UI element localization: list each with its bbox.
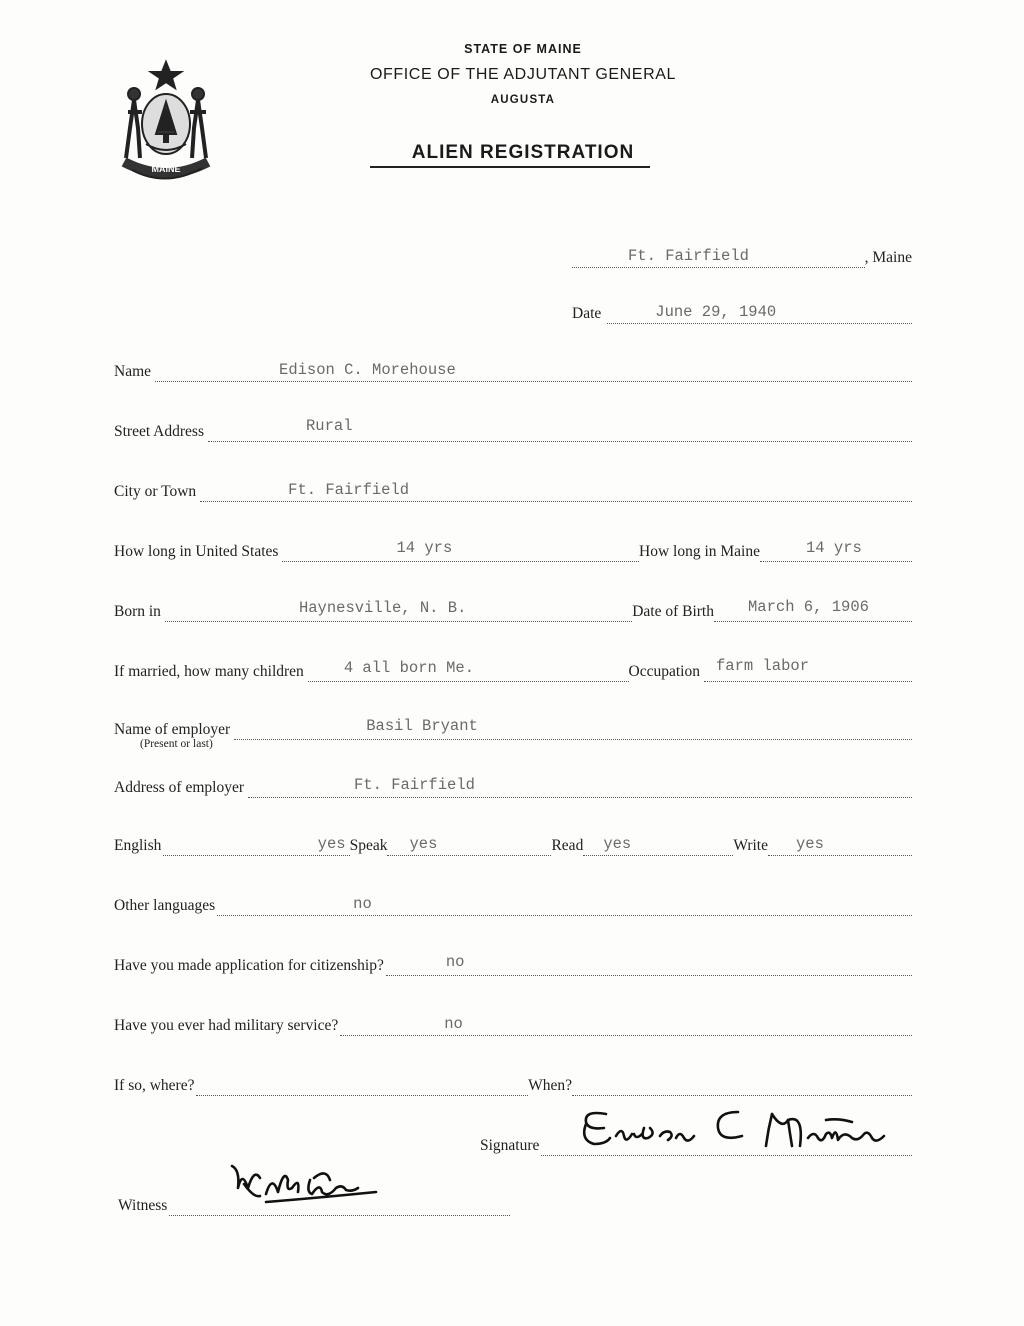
dob-label: Date of Birth bbox=[632, 603, 714, 620]
dob-value: March 6, 1906 bbox=[748, 598, 869, 616]
header-city: AUGUSTA bbox=[490, 94, 556, 106]
other-languages-row bbox=[114, 888, 912, 916]
date-value: June 29, 1940 bbox=[655, 303, 777, 321]
form-title: ALIEN REGISTRATION bbox=[411, 142, 635, 163]
employer-row bbox=[114, 712, 912, 740]
witness-label: Witness bbox=[118, 1197, 168, 1214]
name-label: Name bbox=[114, 363, 152, 380]
employer-label: Name of employer bbox=[114, 721, 231, 738]
when-label: When? bbox=[528, 1077, 572, 1094]
date-field[interactable] bbox=[607, 301, 912, 324]
maine-field[interactable] bbox=[760, 539, 912, 562]
employer-address-value: Ft. Fairfield bbox=[354, 776, 475, 794]
employer-address-row bbox=[114, 770, 912, 798]
employer-value: Basil Bryant bbox=[366, 717, 478, 735]
city-label: City or Town bbox=[114, 483, 197, 500]
name-value: Edison C. Morehouse bbox=[279, 361, 456, 379]
city-value: Ft. Fairfield bbox=[288, 481, 410, 499]
applicant-signature bbox=[576, 1100, 906, 1156]
employer-address-field[interactable] bbox=[248, 775, 912, 798]
read-label: Read bbox=[551, 837, 584, 854]
write-field[interactable] bbox=[768, 833, 912, 856]
employer-address-label: Address of employer bbox=[114, 779, 244, 796]
place-suffix: , Maine bbox=[864, 249, 912, 266]
citizenship-row bbox=[114, 948, 912, 976]
other-languages-field[interactable] bbox=[217, 893, 912, 916]
us-label: How long in United States bbox=[114, 543, 279, 560]
military-field[interactable] bbox=[340, 1013, 912, 1036]
occupation-label: Occupation bbox=[628, 663, 700, 680]
street-field[interactable] bbox=[208, 419, 912, 442]
english-row bbox=[114, 828, 912, 856]
place-row bbox=[572, 240, 912, 268]
military-row bbox=[114, 1008, 912, 1036]
read-value: yes bbox=[603, 835, 632, 853]
occupation-value: farm labor bbox=[716, 657, 810, 675]
military-value: no bbox=[444, 1015, 463, 1033]
city-field[interactable] bbox=[200, 479, 912, 502]
english-value: yes bbox=[317, 835, 346, 853]
citizenship-field[interactable] bbox=[386, 953, 912, 976]
signature-label: Signature bbox=[480, 1137, 540, 1154]
street-label: Street Address bbox=[114, 423, 204, 440]
street-value: Rural bbox=[305, 417, 353, 435]
where-when-row bbox=[114, 1068, 912, 1096]
family-row bbox=[114, 654, 912, 682]
occupation-field[interactable] bbox=[704, 659, 912, 682]
city-row bbox=[114, 474, 912, 502]
write-value: yes bbox=[796, 835, 824, 853]
maine-value: 14 yrs bbox=[806, 539, 862, 557]
street-row bbox=[114, 414, 912, 442]
citizenship-value: no bbox=[445, 953, 465, 971]
write-label: Write bbox=[733, 837, 768, 854]
read-field[interactable] bbox=[583, 833, 733, 856]
place-value: Ft. Fairfield bbox=[628, 247, 749, 265]
other-languages-value: no bbox=[353, 895, 372, 913]
children-value: 4 all born Me. bbox=[343, 659, 475, 677]
employer-sublabel: (Present or last) bbox=[140, 738, 213, 750]
where-label: If so, where? bbox=[114, 1077, 195, 1094]
date-label: Date bbox=[572, 305, 602, 322]
born-label: Born in bbox=[114, 603, 161, 620]
name-field[interactable] bbox=[155, 359, 912, 382]
us-value: 14 yrs bbox=[396, 539, 453, 557]
us-field[interactable] bbox=[282, 539, 639, 562]
header-state: STATE OF MAINE bbox=[464, 42, 582, 56]
english-label: English bbox=[114, 837, 162, 854]
other-languages-label: Other languages bbox=[114, 897, 216, 914]
children-label: If married, how many children bbox=[114, 663, 304, 680]
when-field[interactable] bbox=[572, 1073, 912, 1096]
speak-field[interactable] bbox=[387, 833, 551, 856]
where-field[interactable] bbox=[196, 1073, 528, 1096]
header-office: OFFICE OF THE ADJUTANT GENERAL bbox=[369, 66, 677, 83]
military-label: Have you ever had military service? bbox=[114, 1017, 339, 1034]
speak-value: yes bbox=[409, 835, 438, 853]
children-field[interactable] bbox=[308, 659, 629, 682]
dob-field[interactable] bbox=[714, 599, 912, 622]
place-field[interactable] bbox=[572, 245, 865, 268]
speak-label: Speak bbox=[349, 837, 388, 854]
birth-row bbox=[114, 594, 912, 622]
residence-row bbox=[114, 534, 912, 562]
date-row bbox=[572, 296, 912, 324]
citizenship-label: Have you made application for citizenship? bbox=[114, 957, 384, 974]
born-value: Haynesville, N. B. bbox=[298, 599, 467, 617]
seal-motto: MAINE bbox=[151, 164, 181, 174]
born-field[interactable] bbox=[165, 599, 632, 622]
english-field[interactable] bbox=[163, 833, 349, 856]
witness-signature bbox=[226, 1158, 386, 1218]
employer-field[interactable] bbox=[234, 717, 912, 740]
title-underline bbox=[370, 166, 650, 168]
name-row bbox=[114, 354, 912, 382]
maine-label: How long in Maine bbox=[639, 543, 760, 560]
